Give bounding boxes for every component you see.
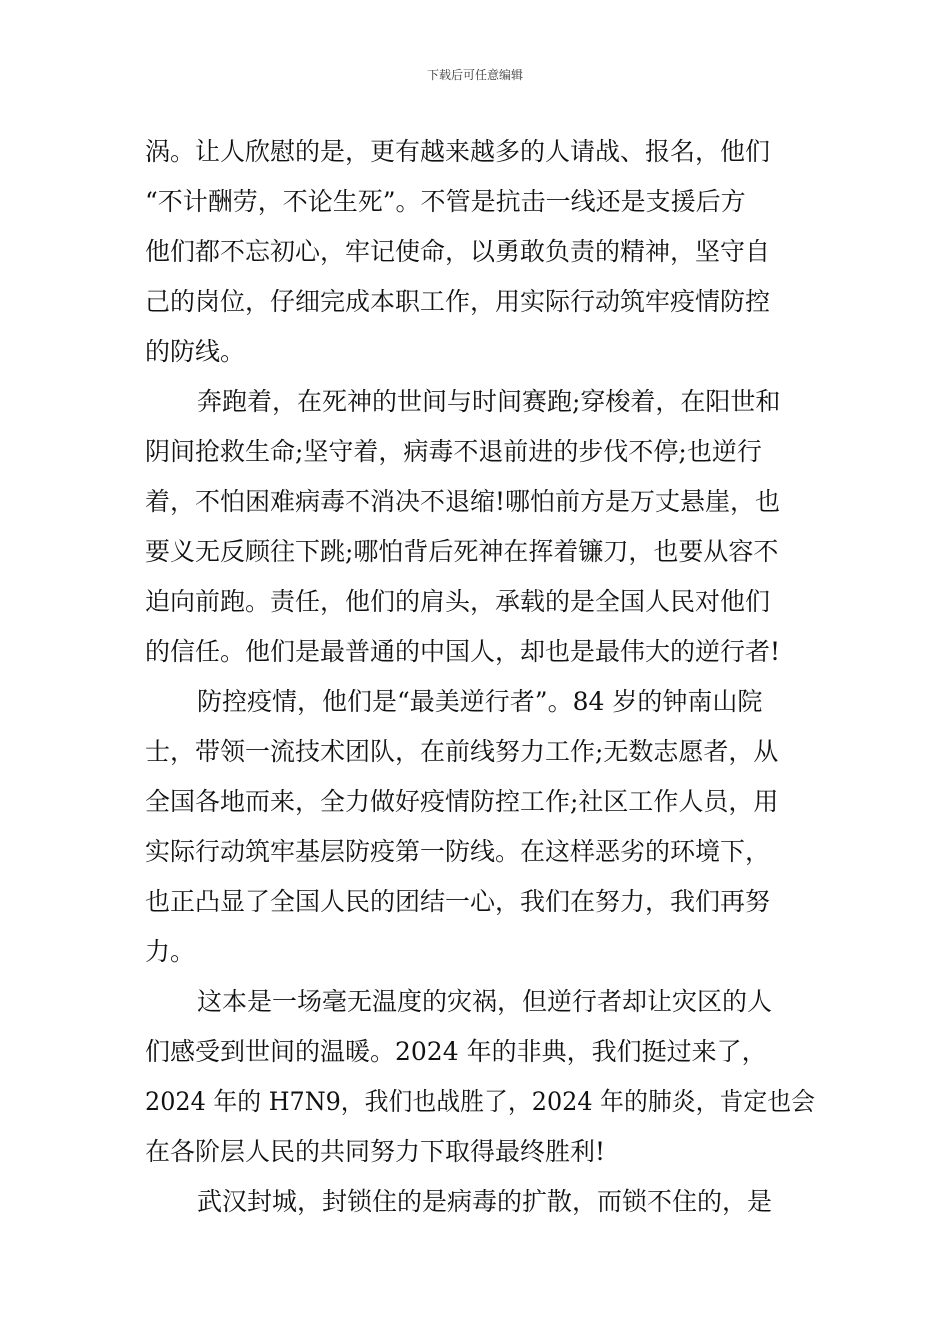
text-line-content: 实际行动筑牢基层防疫第一防线。在这样恶劣的环境下， — [145, 837, 771, 866]
text-line-content: 防控疫情，他们是“最美逆行者”。84 岁的钟南山院 — [197, 687, 763, 716]
text-line — [145, 1127, 815, 1177]
text-line-content: 要义无反顾往下跳;哪怕背后死神在挥着镰刀，也要从容不 — [145, 537, 779, 566]
text-line-content: 他们都不忘初心，牢记使命，以勇敢负责的精神，坚守自 — [145, 237, 771, 266]
text-line-content: 也正凸显了全国人民的团结一心，我们在努力，我们再努 — [145, 887, 771, 916]
text-line-content: “不计酬劳，不论生死”。不管是抗击一线还是支援后方 — [145, 187, 746, 216]
text-line — [145, 427, 815, 477]
text-line — [145, 277, 815, 327]
text-line-content: 力。 — [145, 937, 196, 966]
text-line — [145, 577, 815, 627]
text-line — [145, 977, 815, 1027]
text-line — [145, 1177, 815, 1227]
text-line-content: 着，不怕困难病毒不消决不退缩!哪怕前方是万丈悬崖，也 — [145, 487, 781, 516]
text-line-content: 这本是一场毫无温度的灾祸，但逆行者却让灾区的人 — [197, 987, 773, 1016]
text-line-content: 在各阶层人民的共同努力下取得最终胜利! — [145, 1137, 606, 1166]
document-body — [145, 127, 815, 1227]
text-line-content: 迫向前跑。责任，他们的肩头，承载的是全国人民对他们 — [145, 587, 771, 616]
text-line-content: 武汉封城，封锁住的是病毒的扩散，而锁不住的，是 — [197, 1187, 773, 1216]
text-line — [145, 227, 815, 277]
text-line-content: 己的岗位，仔细完成本职工作，用实际行动筑牢疫情防控 — [145, 287, 771, 316]
text-line — [145, 1027, 815, 1077]
text-line-content: 阴间抢救生命;坚守着，病毒不退前进的步伐不停;也逆行 — [145, 437, 762, 466]
text-line — [145, 177, 815, 227]
text-line — [145, 877, 815, 927]
text-line-content: 奔跑着，在死神的世间与时间赛跑;穿梭着，在阳世和 — [197, 387, 781, 416]
text-line-content: 士，带领一流技术团队，在前线努力工作;无数志愿者，从 — [145, 737, 779, 766]
text-line-content: 涡。让人欣慰的是，更有越来越多的人请战、报名，他们 — [145, 137, 771, 166]
text-line-content: 2024 年的 H7N9，我们也战胜了，2024 年的肺炎，肯定也会 — [145, 1087, 816, 1116]
text-line — [145, 327, 815, 377]
text-line — [145, 127, 815, 177]
page-header: 下载后可任意编辑 — [426, 68, 523, 82]
text-line — [145, 677, 815, 727]
text-line — [145, 727, 815, 777]
text-line — [145, 527, 815, 577]
text-line-content: 的信任。他们是最普通的中国人，却也是最伟大的逆行者! — [145, 637, 781, 666]
text-line-content: 全国各地而来，全力做好疫情防控工作;社区工作人员，用 — [145, 787, 779, 816]
text-line — [145, 927, 815, 977]
text-line — [145, 627, 815, 677]
text-line — [145, 827, 815, 877]
text-line-content: 的防线。 — [145, 337, 246, 366]
text-line — [145, 1077, 815, 1127]
text-line — [145, 477, 815, 527]
text-line — [145, 777, 815, 827]
text-line-content: 们感受到世间的温暖。2024 年的非典，我们挺过来了， — [145, 1037, 767, 1066]
text-line — [145, 377, 815, 427]
